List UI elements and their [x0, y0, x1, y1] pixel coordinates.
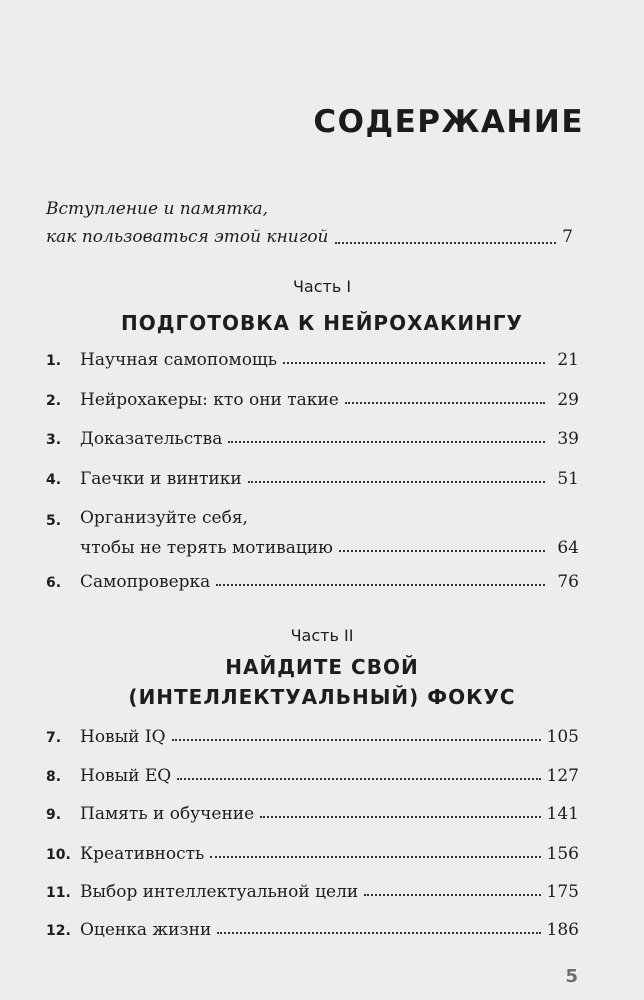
entry-number: 3. — [46, 432, 62, 448]
entry-number: 4. — [46, 472, 62, 488]
intro-page-number: 7 — [562, 227, 573, 247]
page-title: СОДЕРЖАНИЕ — [313, 104, 584, 140]
dot-leader — [364, 894, 540, 896]
toc-entry — [46, 918, 579, 943]
entry-number: 2. — [46, 393, 62, 409]
entry-title: Научная самопомощь — [80, 350, 277, 370]
dot-leader — [172, 739, 541, 741]
toc-entry — [46, 880, 579, 905]
part-1-title: ПОДГОТОВКА К НЕЙРОХАКИНГУ — [121, 311, 523, 335]
entry-page: 21 — [557, 350, 579, 370]
entry-number: 12. — [46, 923, 71, 939]
toc-entry — [46, 570, 579, 595]
toc-entry — [46, 467, 579, 492]
dot-leader — [345, 402, 545, 404]
entry-number: 5. — [46, 513, 62, 529]
entry-page: 105 — [546, 727, 579, 747]
entry-page: 127 — [546, 766, 579, 786]
toc-entry — [46, 388, 579, 413]
intro-line-2: как пользоваться этой книгой — [46, 227, 329, 247]
dot-leader — [248, 481, 545, 483]
toc-entry — [46, 764, 579, 789]
toc-entry — [46, 725, 579, 750]
dot-leader — [228, 441, 545, 443]
dot-leader — [339, 550, 545, 552]
part-2-label: Часть II — [290, 626, 354, 645]
entry-page: 51 — [557, 469, 579, 489]
toc-entry — [46, 427, 579, 452]
part-2-title-line-2: (ИНТЕЛЛЕКТУАЛЬНЫЙ) ФОКУС — [128, 685, 516, 709]
entry-number: 6. — [46, 575, 62, 591]
toc-entry — [46, 348, 579, 373]
dot-leader — [260, 816, 540, 818]
part-2-title-line-1: НАЙДИТЕ СВОЙ — [225, 655, 419, 679]
entry-page: 141 — [546, 804, 579, 824]
entry-number: 10. — [46, 847, 71, 863]
toc-entry — [46, 506, 579, 560]
entry-page: 29 — [557, 390, 579, 410]
entry-number: 11. — [46, 885, 71, 901]
entry-title: Память и обучение — [80, 804, 255, 824]
intro-entry — [46, 196, 573, 252]
entry-title: Оценка жизни — [80, 920, 212, 940]
entry-page: 175 — [546, 882, 579, 902]
dot-leader — [335, 242, 557, 244]
part-1-label: Часть I — [292, 277, 352, 296]
entry-title: Выбор интеллектуальной цели — [80, 882, 359, 902]
entry-number: 8. — [46, 769, 62, 785]
entry-title: Самопроверка — [80, 572, 211, 592]
entry-title: Новый IQ — [80, 727, 166, 747]
dot-leader — [210, 856, 540, 858]
entry-title: Доказательства — [80, 429, 223, 449]
toc-entry — [46, 802, 579, 827]
dot-leader — [283, 362, 545, 364]
entry-number: 1. — [46, 353, 62, 369]
entry-title: Гаечки и винтики — [80, 469, 242, 489]
intro-line-1: Вступление и памятка, — [46, 199, 269, 219]
entry-title-line-2: чтобы не терять мотивацию — [80, 538, 333, 558]
entry-page: 64 — [557, 538, 579, 558]
entry-title: Креативность — [80, 844, 205, 864]
entry-page: 156 — [546, 844, 579, 864]
entry-number: 7. — [46, 730, 62, 746]
dot-leader — [217, 932, 540, 934]
entry-page: 39 — [557, 429, 579, 449]
entry-number: 9. — [46, 807, 62, 823]
entry-title: Новый EQ — [80, 766, 172, 786]
toc-entry — [46, 842, 579, 867]
entry-title: Организуйте себя, — [80, 508, 248, 528]
entry-page: 76 — [557, 572, 579, 592]
entry-title: Нейрохакеры: кто они такие — [80, 390, 339, 410]
page-number: 5 — [565, 966, 578, 987]
dot-leader — [216, 584, 545, 586]
dot-leader — [177, 778, 540, 780]
entry-page: 186 — [546, 920, 579, 940]
